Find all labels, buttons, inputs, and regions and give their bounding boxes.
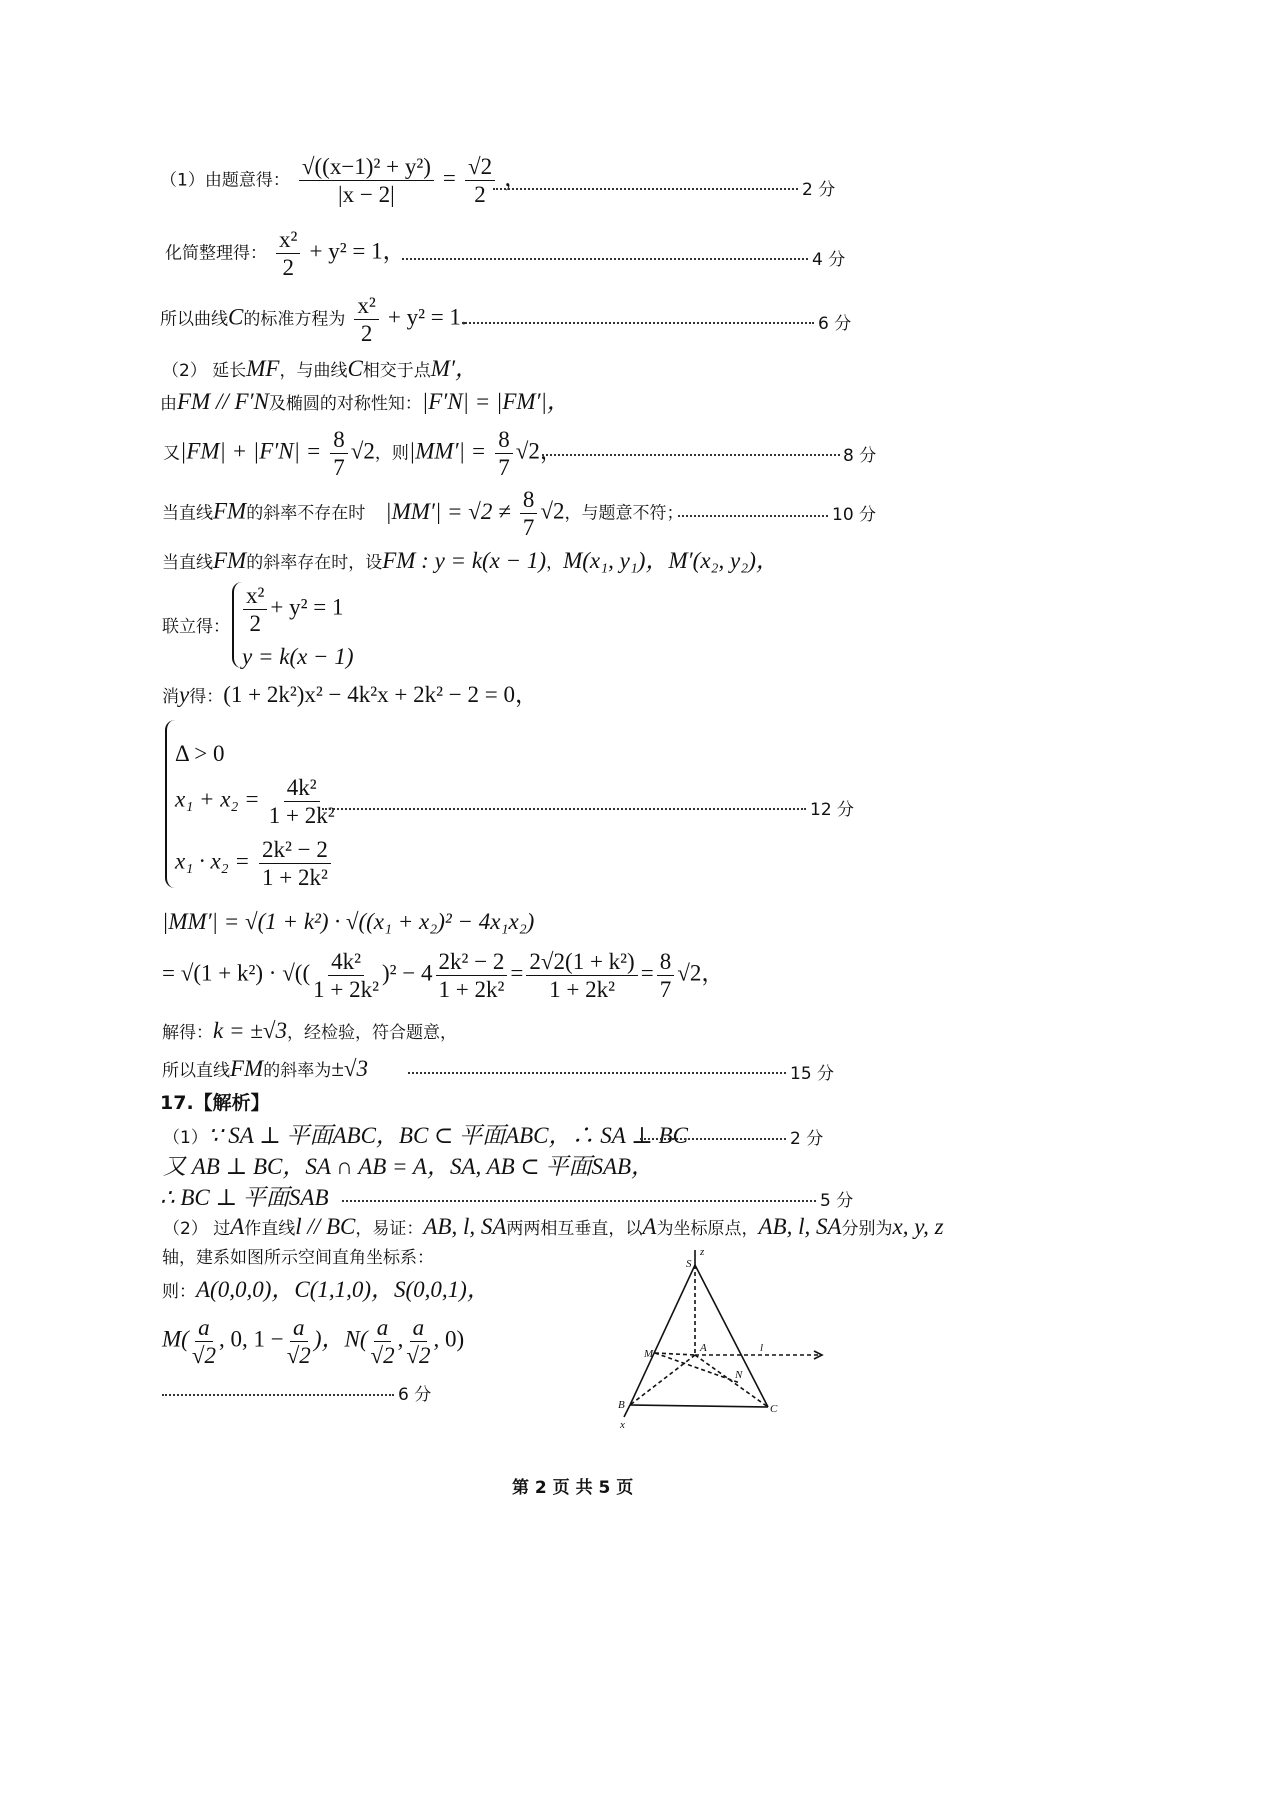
- fraction-denominator: 7: [522, 515, 535, 540]
- edge-AB: [630, 1355, 695, 1405]
- label: 的标准方程为: [243, 309, 346, 330]
- math: ∵ SA ⊥ 平面ABC，BC ⊂ 平面ABC，∴ SA ⊥ BC: [207, 1123, 688, 1148]
- text: 的斜率存在时，设: [246, 553, 383, 573]
- text: ，易证：: [355, 1219, 424, 1239]
- math: A: [642, 1214, 657, 1239]
- fraction-denominator: √2: [370, 1343, 395, 1368]
- text: 及椭圆的对称性知：: [268, 394, 422, 414]
- fraction-numerator: √((x−1)² + y²): [299, 155, 434, 181]
- text: 消: [162, 687, 179, 707]
- score-leader: [162, 1394, 394, 1396]
- fraction-denominator: 2: [249, 611, 261, 636]
- math: l // BC: [295, 1214, 356, 1239]
- system-eq1: [240, 584, 344, 635]
- label-N: N: [735, 1369, 743, 1381]
- score-12: 12 分: [810, 800, 855, 820]
- text: （1）: [163, 1128, 208, 1148]
- score-8: 8 分: [843, 446, 877, 466]
- math: (1 + 2k²)x² − 4k²x + 2k² − 2 = 0，: [223, 682, 538, 707]
- system-eq2: y = k(x − 1): [242, 644, 354, 669]
- score-6: 6 分: [818, 314, 852, 334]
- page-footer: 第 2 页 共 5 页: [512, 1478, 634, 1498]
- fraction-denominator: 7: [498, 455, 510, 480]
- fraction-denominator: 2: [360, 321, 373, 346]
- score-5: 5 分: [820, 1191, 854, 1211]
- p17-axes-text: 轴，建系如图所示空间直角坐标系：: [162, 1248, 434, 1268]
- fraction-numerator: 2k² − 2: [259, 838, 331, 864]
- score-15: 15 分: [790, 1064, 835, 1084]
- text: 解得：: [162, 1023, 213, 1043]
- equation-rest: + y² = 1.: [387, 304, 467, 330]
- math: =: [640, 960, 654, 986]
- fraction-numerator: √2: [465, 155, 495, 181]
- math: A: [230, 1214, 245, 1239]
- fraction-numerator: 4k²: [284, 776, 320, 802]
- score-leader: [408, 1072, 786, 1074]
- fraction: [330, 428, 348, 479]
- math: FM // F′N: [177, 389, 269, 414]
- p17-step2: 又 AB ⊥ BC，SA ∩ AB = A，SA, AB ⊂ 平面SAB，: [163, 1154, 655, 1179]
- text: ，: [546, 553, 564, 573]
- step1-rhs-fraction: [465, 155, 495, 206]
- simplify-label: 化简整理得：: [165, 243, 267, 264]
- label-C: C: [770, 1403, 778, 1415]
- equals-sign: =: [442, 165, 456, 191]
- label-l: l: [760, 1342, 764, 1354]
- segment-MA: [655, 1353, 695, 1355]
- fraction-denominator: 7: [659, 977, 672, 1002]
- text: 所以直线: [162, 1061, 230, 1081]
- math: M(x₁, y₁)，M′(x₂, y₂)，: [563, 548, 779, 573]
- simplify-rest: + y² = 1，: [309, 238, 406, 264]
- math: AB, l, SA: [423, 1214, 507, 1239]
- math: FM: [213, 498, 247, 524]
- step1-fraction: [299, 155, 434, 206]
- fraction-denominator: 2: [474, 182, 486, 207]
- discriminant: Δ > 0: [175, 741, 225, 766]
- fraction: [436, 950, 508, 1001]
- simplify-fraction: [276, 228, 300, 279]
- text: ，与题意不符；: [564, 503, 684, 524]
- text: 当直线: [162, 503, 213, 524]
- label-B: B: [618, 1399, 625, 1411]
- score-leader: [640, 1138, 786, 1140]
- math: M(: [162, 1326, 189, 1352]
- score-2: 2 分: [802, 180, 836, 200]
- fraction-numerator: x²: [276, 228, 300, 254]
- score-leader: [402, 258, 808, 260]
- fraction-numerator: 2k² − 2: [436, 950, 508, 976]
- fraction-numerator: a: [195, 1316, 213, 1342]
- math: )² − 4: [382, 960, 433, 986]
- math: |MM′| =: [408, 438, 487, 464]
- math: AB, l, SA: [758, 1214, 842, 1239]
- length-line: [163, 428, 563, 479]
- step1-label: （1）由题意得：: [160, 170, 290, 191]
- text: （2） 延长: [162, 361, 247, 381]
- text: 分别为: [841, 1219, 893, 1239]
- curve-C: C: [228, 304, 244, 330]
- symmetry-line: [160, 390, 570, 413]
- comma: ，: [504, 165, 528, 191]
- math: y: [179, 682, 190, 707]
- vieta-product: [175, 838, 334, 889]
- fraction-numerator: 8: [330, 428, 348, 454]
- fraction-numerator: a: [290, 1316, 308, 1342]
- fraction-numerator: a: [374, 1316, 392, 1342]
- text: 则：: [162, 1282, 196, 1302]
- math: x₁ · x₂ =: [175, 848, 250, 874]
- conclusion-line: [162, 1057, 368, 1080]
- fraction-denominator: 1 + 2k²: [261, 865, 328, 890]
- p17-part2-intro: [163, 1215, 944, 1238]
- text: ，与曲线: [279, 361, 348, 381]
- math: FM: [213, 548, 247, 573]
- fraction-denominator: √2: [191, 1343, 216, 1368]
- math: x₁ + x₂ =: [175, 786, 260, 812]
- text: ，则: [374, 443, 409, 464]
- fraction: [370, 1316, 394, 1367]
- no-slope-line: [162, 488, 683, 539]
- standard-equation-line: [160, 294, 467, 345]
- fraction-numerator: 4k²: [328, 950, 364, 976]
- fraction: [243, 584, 267, 635]
- text: 得：: [189, 687, 224, 707]
- p17-step1: [163, 1124, 688, 1147]
- score-4: 4 分: [812, 250, 846, 270]
- label-x: x: [620, 1419, 625, 1431]
- label: 所以曲线: [160, 309, 228, 330]
- text: 两两相互垂直，以: [506, 1219, 643, 1239]
- fraction-denominator: 7: [333, 455, 345, 480]
- text: 为坐标原点，: [656, 1219, 759, 1239]
- fraction-denominator: 1 + 2k²: [549, 977, 615, 1002]
- fraction: [495, 428, 513, 479]
- score-leader: [462, 322, 814, 324]
- fraction: [526, 950, 637, 1001]
- text: 当直线: [162, 553, 213, 573]
- text: 由: [160, 394, 177, 414]
- score-2b: 2 分: [790, 1129, 824, 1149]
- math: )，N(: [313, 1326, 368, 1352]
- label-S: S: [686, 1258, 692, 1270]
- simplify-line: [165, 228, 406, 279]
- label-z: z: [700, 1246, 705, 1258]
- problem-17-heading: 17.【解析】: [160, 1092, 270, 1114]
- system-label: 联立得：: [162, 617, 230, 637]
- math: FM: [230, 1056, 264, 1081]
- edge-AC: [695, 1355, 768, 1407]
- x-axis-stub: [624, 1405, 630, 1417]
- score-leader: [493, 188, 798, 190]
- fraction: [406, 1316, 430, 1367]
- edge-SC: [695, 1265, 768, 1407]
- slope-exists-line: [162, 549, 779, 572]
- math: √2，: [515, 438, 563, 464]
- math: ,: [397, 1326, 404, 1352]
- math: √2: [540, 498, 565, 524]
- score-10: 10 分: [832, 505, 877, 525]
- math: + y² = 1: [270, 594, 344, 620]
- math: ±√3: [331, 1056, 368, 1081]
- label-M: M: [644, 1348, 654, 1360]
- math: |F′N| = |FM′|，: [421, 389, 570, 414]
- math: √2，: [677, 960, 725, 986]
- fraction: [192, 1316, 216, 1367]
- math: k = ±√3: [213, 1018, 287, 1043]
- fraction-numerator: a: [410, 1316, 428, 1342]
- fraction: [259, 838, 331, 889]
- chord-length-formula: |MM′| = √(1 + k²) · √((x₁ + x₂)² − 4x₁x₂): [162, 909, 535, 934]
- score-leader: [542, 454, 840, 456]
- text: 的斜率不存在时: [246, 503, 366, 524]
- fraction-numerator: 8: [495, 428, 513, 454]
- edge-SB: [630, 1265, 695, 1405]
- fraction: [287, 1316, 311, 1367]
- math: FM : y = k(x − 1): [382, 548, 547, 573]
- fraction-denominator: 1 + 2k²: [313, 977, 380, 1002]
- fraction-numerator: 8: [520, 488, 538, 514]
- p17-step3: ∴ BC ⊥ 平面SAB: [160, 1185, 329, 1210]
- conditions-brace: [165, 720, 175, 888]
- fraction-denominator: 2: [282, 255, 294, 280]
- fraction-numerator: x²: [243, 584, 267, 610]
- text: 又: [163, 443, 180, 464]
- part2-intro: [162, 357, 478, 380]
- score-leader: [322, 808, 806, 810]
- math: A(0,0,0)，C(1,1,0)，S(0,0,1)，: [196, 1277, 490, 1302]
- math: |MM′| = √2 ≠: [385, 498, 511, 524]
- step1-line: [160, 155, 527, 206]
- math: M′，: [430, 356, 478, 381]
- math: , 0, 1 −: [218, 1326, 284, 1352]
- math: √2: [350, 438, 375, 464]
- fraction-denominator: 1 + 2k²: [268, 803, 335, 828]
- fraction-denominator: √2: [406, 1343, 431, 1368]
- score-leader: [678, 515, 828, 517]
- fraction-denominator: 1 + 2k²: [438, 977, 505, 1002]
- eliminate-line: [162, 683, 538, 706]
- text: （2） 过: [163, 1219, 231, 1239]
- text: 相交于点: [362, 361, 431, 381]
- text: 的斜率为: [263, 1061, 332, 1081]
- math: = √(1 + k²) · √((: [162, 960, 311, 986]
- math: MF: [246, 356, 280, 381]
- math: , 0): [433, 1326, 465, 1352]
- math: |FM| + |F′N| =: [180, 438, 322, 464]
- edge-BC: [630, 1405, 768, 1407]
- score-leader: [342, 1200, 816, 1202]
- score-6b: 6 分: [398, 1385, 432, 1405]
- vieta-sum: [175, 776, 338, 827]
- fraction: [269, 776, 335, 827]
- solve-line: [162, 1019, 457, 1042]
- fraction-denominator: |x − 2|: [338, 182, 395, 207]
- fraction: [657, 950, 675, 1001]
- fraction: [520, 488, 538, 539]
- chord-length-calc: [162, 950, 724, 1001]
- fraction: [313, 950, 379, 1001]
- fraction-numerator: 2√2(1 + k²): [526, 950, 637, 976]
- label-A: A: [700, 1342, 707, 1354]
- text: 作直线: [244, 1219, 296, 1239]
- equation-fraction: [354, 294, 378, 345]
- math: C: [347, 356, 363, 381]
- text: ，经检验，符合题意，: [286, 1023, 457, 1043]
- fraction-denominator: √2: [286, 1343, 311, 1368]
- math: =: [510, 960, 524, 986]
- math: x, y, z: [892, 1214, 944, 1239]
- fraction-numerator: x²: [354, 294, 378, 320]
- fraction-numerator: 8: [657, 950, 675, 976]
- p17-MN-coords: [162, 1316, 464, 1367]
- pyramid-figure: [600, 1245, 840, 1435]
- p17-coords: [162, 1278, 490, 1301]
